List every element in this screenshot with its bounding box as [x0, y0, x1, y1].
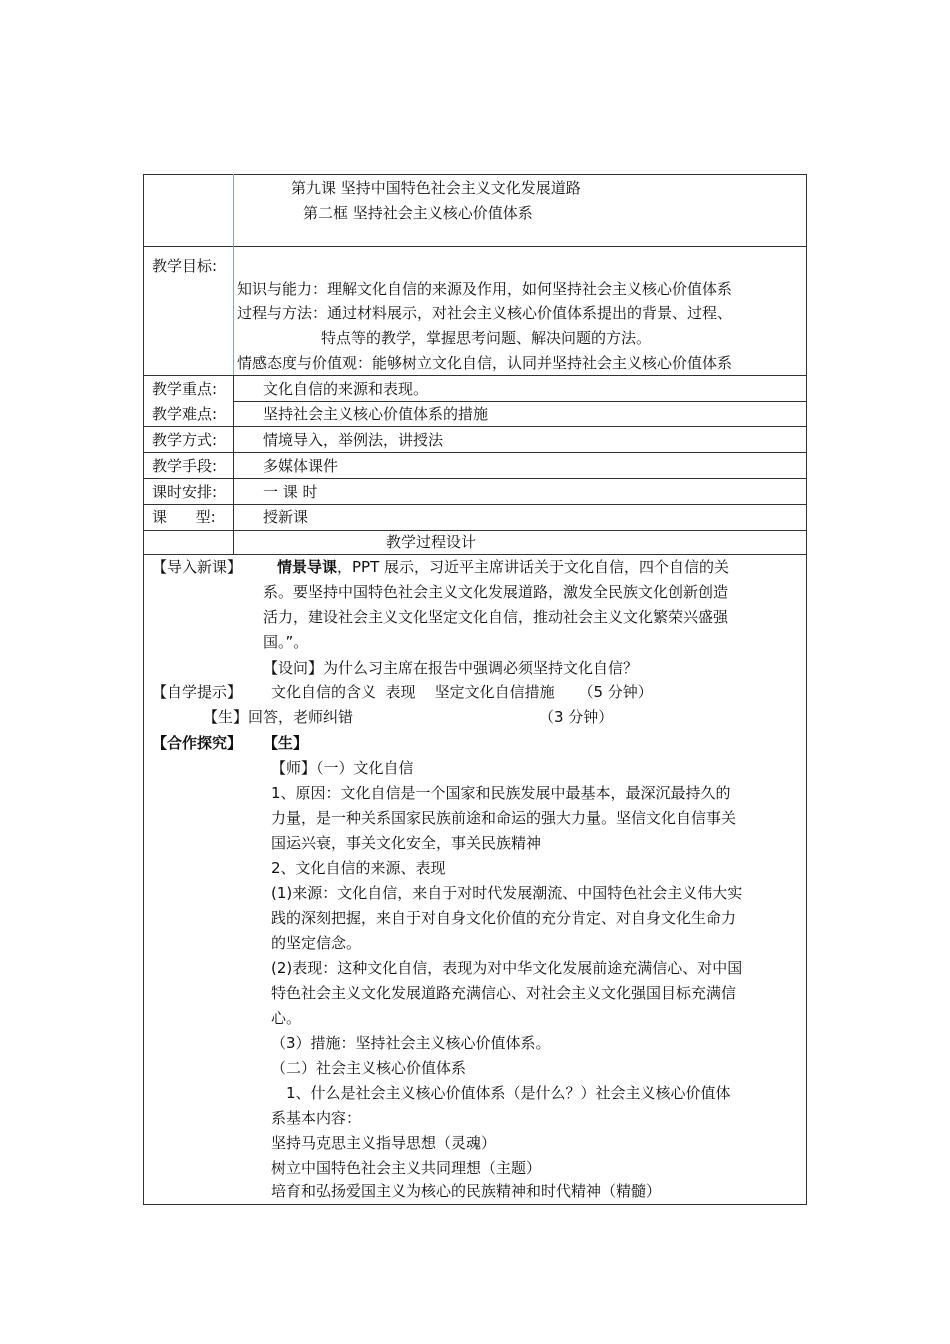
- difficulty-label: 教学难点:: [152, 405, 218, 423]
- cooperate-line: (1)来源：文化自信，来自于对时代发展潮流、中国特色社会主义伟大实: [271, 884, 743, 902]
- cooperate-line: 1、原因：文化自信是一个国家和民族发展中最基本，最深沉最持久的: [271, 784, 731, 802]
- row-divider: [143, 478, 807, 479]
- objectives-label: 教学目标:: [152, 257, 218, 275]
- row-divider: [143, 504, 807, 505]
- title-divider: [233, 174, 234, 246]
- cooperate-line: 培育和弘扬爱国主义为核心的民族精神和时代精神（精髓）: [271, 1182, 662, 1200]
- section-title: 第二框 坚持社会主义核心价值体系: [303, 204, 533, 222]
- label-column-divider: [233, 375, 234, 554]
- type-label: 课 型:: [152, 508, 216, 526]
- cooperate-line: 特色社会主义文化发展道路充满信心、对社会主义文化强国目标充满信: [271, 984, 737, 1002]
- row-divider: [143, 426, 807, 427]
- cooperate-line: 2、文化自信的来源、表现: [271, 859, 446, 877]
- intro-line-1: [277, 555, 729, 579]
- self-study-label: 【自学提示】: [152, 683, 243, 701]
- row-divider: [143, 375, 807, 376]
- intro-label: 【导入新课】: [152, 558, 243, 576]
- self-study-content: 文化自信的含义 表现 坚定文化自信措施 （5 分钟）: [271, 683, 653, 701]
- cooperate-line: 心。: [271, 1009, 302, 1027]
- intro-line-3: 活力，建设社会主义文化坚定文化自信，推动社会主义文化繁荣兴盛强: [263, 608, 729, 626]
- border-bottom: [143, 1204, 807, 1205]
- cooperate-line: (2)表现：这种文化自信，表现为对中华文化发展前途充满信心、对中国: [271, 959, 743, 977]
- cooperate-line: 国运兴衰，事关文化安全，事关民族精神: [271, 834, 542, 852]
- border-top: [143, 174, 807, 175]
- intro-line-1-rest: ，PPT 展示，习近平主席讲话关于文化自信，四个自信的关: [337, 558, 730, 576]
- hours-value: 一 课 时: [263, 483, 318, 501]
- type-value: 授新课: [263, 508, 309, 526]
- objective-divider: [233, 246, 234, 375]
- objective-process-cont: 特点等的教学，掌握思考问题、解决问题的方法。: [321, 329, 652, 347]
- intro-bold-lead: 情景导课: [277, 558, 338, 576]
- cooperate-line: （3）措施：坚持社会主义核心价值体系。: [271, 1034, 551, 1052]
- key-point-value: 文化自信的来源和表现。: [263, 380, 429, 398]
- lesson-title: 第九课 坚持中国特色社会主义文化发展道路: [291, 179, 581, 197]
- cooperate-line: 系基本内容：: [271, 1109, 362, 1127]
- cooperate-line: （二）社会主义核心价值体系: [271, 1059, 467, 1077]
- cooperate-line: 力量，是一种关系国家民族前途和命运的强大力量。坚信文化自信事关: [271, 809, 737, 827]
- row-divider: [143, 246, 807, 247]
- cooperate-line: 树立中国特色社会主义共同理想（主题）: [271, 1159, 542, 1177]
- cooperate-line: 的坚定信念。: [271, 934, 362, 952]
- cooperate-line: 【师】（一）文化自信: [271, 759, 414, 777]
- lesson-plan-table: [143, 174, 807, 1204]
- border-left: [143, 174, 144, 1205]
- process-title: 教学过程设计: [386, 533, 477, 551]
- means-value: 多媒体课件: [263, 457, 339, 475]
- cooperate-line: 坚持马克思主义指导思想（灵魂）: [271, 1134, 497, 1152]
- cooperate-student-tag: 【生】: [263, 734, 309, 752]
- intro-line-4: 国。”。: [263, 633, 309, 651]
- self-study-time: （3 分钟）: [539, 708, 614, 726]
- objective-knowledge: 知识与能力：理解文化自信的来源及作用，如何坚持社会主义核心价值体系: [237, 280, 733, 298]
- cooperate-label: 【合作探究】: [152, 734, 243, 752]
- cooperate-line: 1、什么是社会主义核心价值体系（是什么？）社会主义核心价值体: [286, 1084, 731, 1102]
- key-point-label: 教学重点:: [152, 380, 218, 398]
- cooperate-line: 践的深刻把握，来自于对自身文化价值的充分肯定、对自身文化生命力: [271, 909, 737, 927]
- objective-emotion: 情感态度与价值观：能够树立文化自信，认同并坚持社会主义核心价值体系: [237, 354, 733, 372]
- border-right: [806, 174, 807, 1205]
- difficulty-value: 坚持社会主义核心价值体系的措施: [263, 405, 489, 423]
- means-label: 教学手段:: [152, 457, 218, 475]
- method-label: 教学方式:: [152, 431, 218, 449]
- method-value: 情境导入，举例法，讲授法: [263, 431, 444, 449]
- row-divider: [143, 452, 807, 453]
- hours-label: 课时安排:: [152, 483, 218, 501]
- self-study-student: 【生】回答，老师纠错: [203, 708, 354, 726]
- intro-line-2: 系。要坚持中国特色社会主义文化发展道路，激发全民族文化创新创造: [263, 583, 729, 601]
- intro-question: 【设问】为什么习主席在报告中强调必须坚持文化自信？: [263, 659, 639, 677]
- objective-process: 过程与方法：通过材料展示，对社会主义核心价值体系提出的背景、过程、: [237, 304, 733, 322]
